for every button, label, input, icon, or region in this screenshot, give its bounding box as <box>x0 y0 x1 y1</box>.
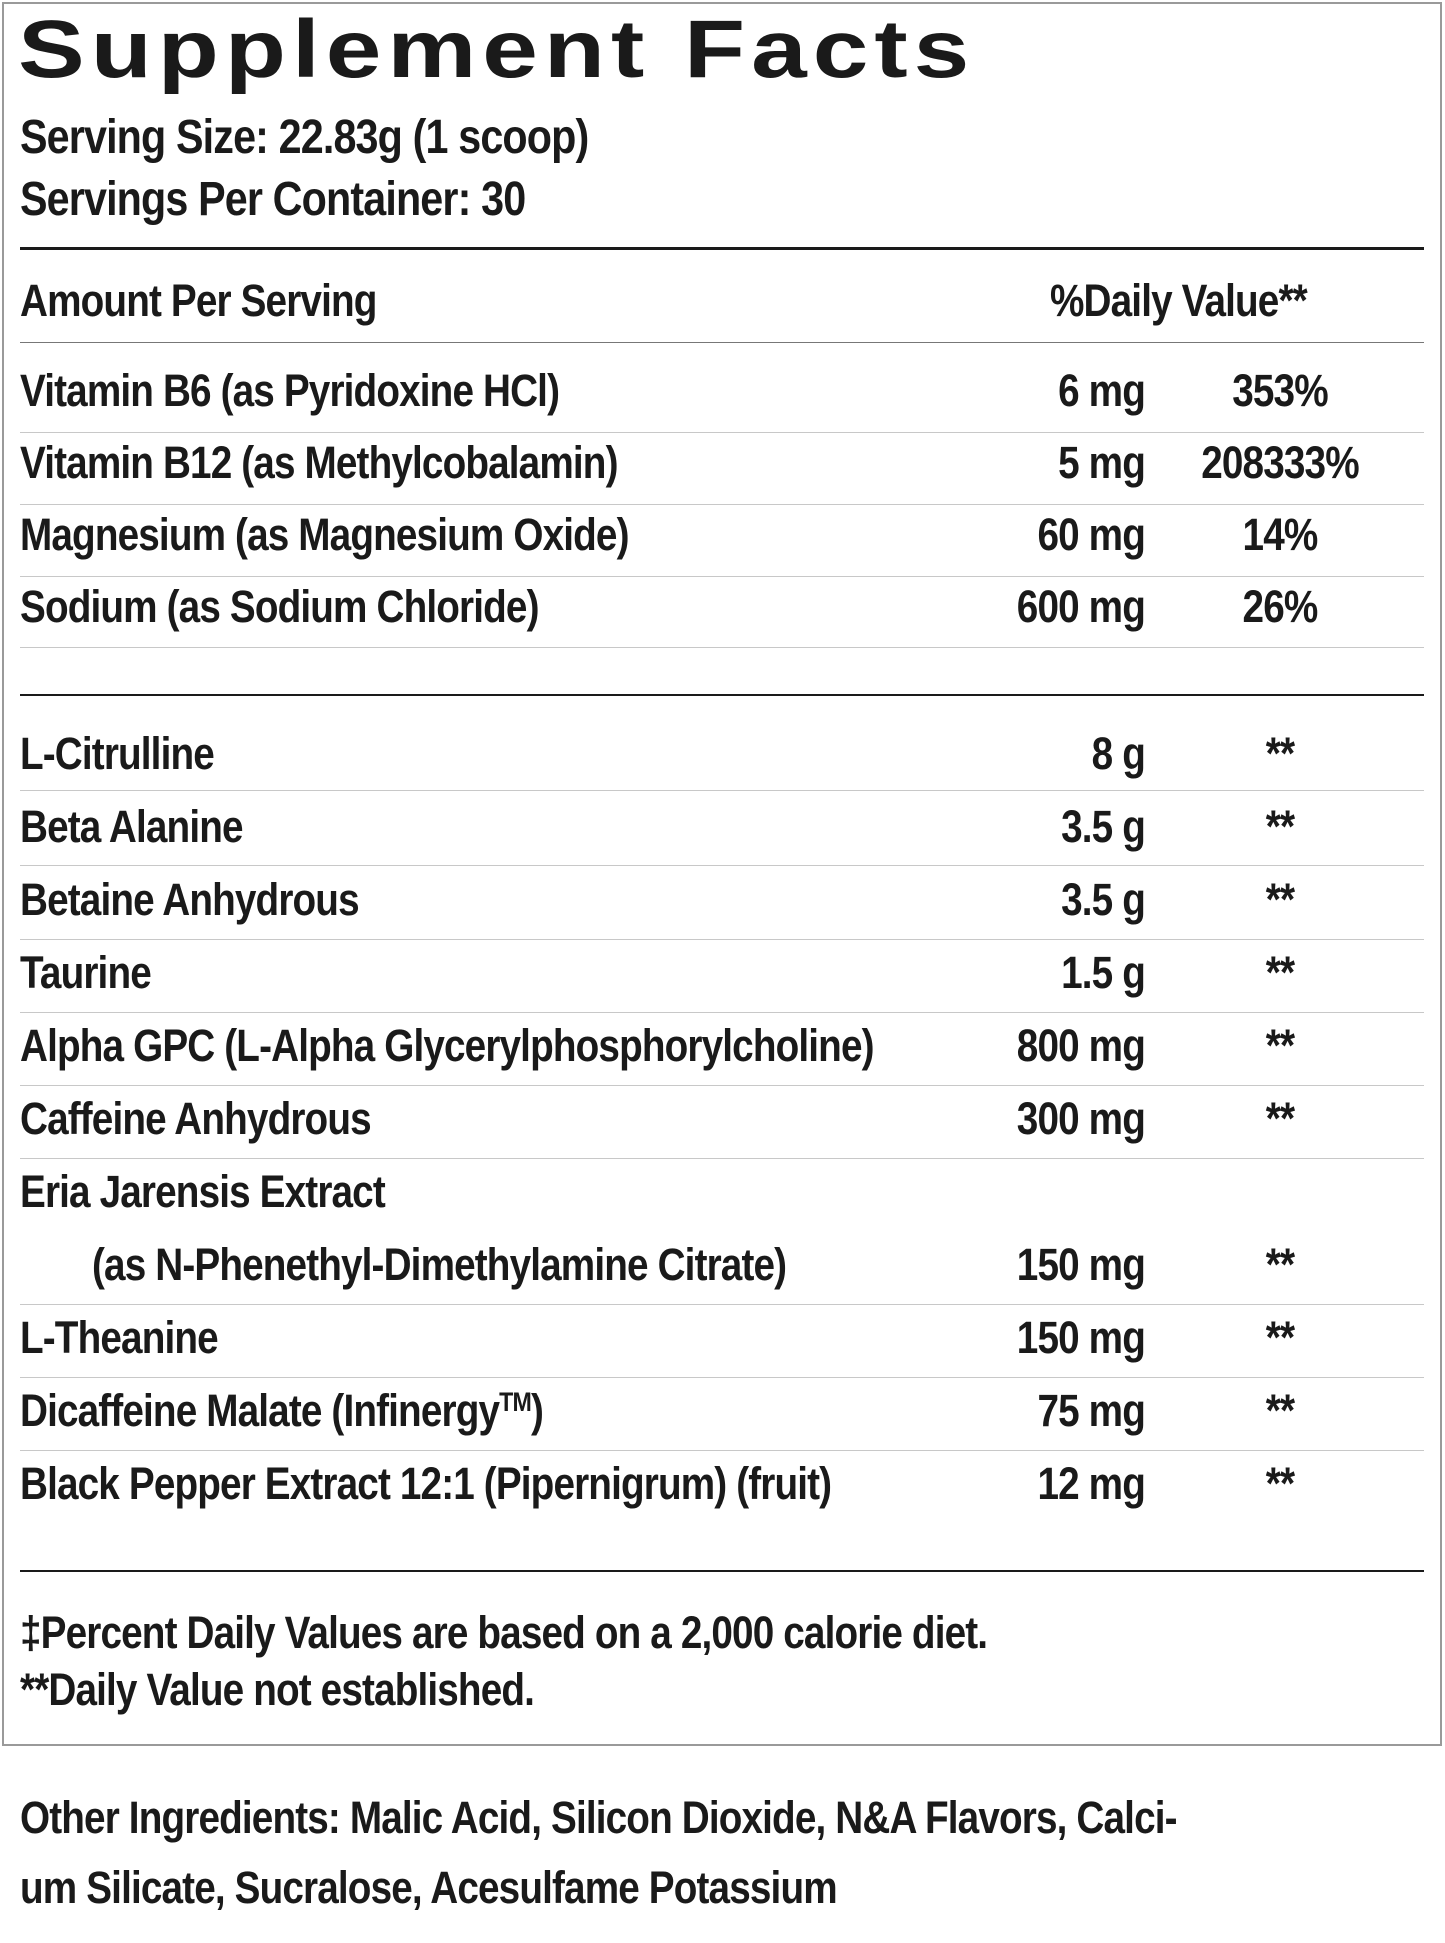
ingredient-name: Beta Alanine <box>20 801 243 852</box>
ingredient-amount: 300 mg <box>1016 1093 1145 1144</box>
ingredient-name <box>20 1385 543 1437</box>
ingredient-name: Taurine <box>20 947 151 998</box>
ingredient-amount: 150 mg <box>1016 1239 1145 1290</box>
amount-per-serving-header: Amount Per Serving <box>20 275 377 326</box>
ingredient-amount: 75 mg <box>1037 1385 1145 1436</box>
rule-section <box>20 694 1424 696</box>
ingredient-dv: ** <box>1265 1312 1295 1363</box>
row-divider <box>20 790 1424 791</box>
ingredient-dv: ** <box>1265 801 1295 852</box>
row-divider <box>20 647 1424 648</box>
nutrient-amount: 60 mg <box>1037 509 1145 560</box>
ingredient-name: Alpha GPC (L-Alpha Glycerylphosphorylcholine) <box>20 1020 874 1071</box>
row-divider <box>20 865 1424 866</box>
ingredient-amount: 3.5 g <box>1061 801 1145 852</box>
ingredient-dv: ** <box>1265 728 1295 779</box>
nutrient-amount: 5 mg <box>1058 437 1145 488</box>
ingredient-name: Caffeine Anhydrous <box>20 1093 371 1144</box>
ingredient-name: L-Theanine <box>20 1312 218 1363</box>
ingredient-name: Eria Jarensis Extract <box>20 1166 385 1217</box>
row-divider <box>20 432 1424 433</box>
ingredient-sub-name: (as N-Phenethyl-Dimethylamine Citrate) <box>92 1239 787 1290</box>
ingredient-dv: ** <box>1265 1239 1295 1290</box>
nutrient-name: Vitamin B6 (as Pyridoxine HCl) <box>20 365 560 416</box>
ingredient-dv: ** <box>1265 1020 1295 1071</box>
ingredient-dv: ** <box>1265 1458 1295 1509</box>
rule-top <box>20 247 1424 250</box>
nutrient-dv: 353% <box>1232 365 1328 416</box>
trademark-mark: TM <box>499 1387 531 1417</box>
servings-per-container: Servings Per Container: 30 <box>20 173 526 226</box>
ingredient-dv: ** <box>1265 1093 1295 1144</box>
rule-bottom <box>20 1570 1424 1572</box>
row-divider <box>20 504 1424 505</box>
row-divider <box>20 576 1424 577</box>
nutrient-name: Vitamin B12 (as Methylcobalamin) <box>20 437 618 488</box>
ingredient-amount: 1.5 g <box>1061 947 1145 998</box>
panel-title: Supplement Facts <box>18 3 976 95</box>
ingredient-amount: 12 mg <box>1037 1458 1145 1509</box>
row-divider <box>20 939 1424 940</box>
serving-size: Serving Size: 22.83g (1 scoop) <box>20 111 589 164</box>
nutrient-name: Magnesium (as Magnesium Oxide) <box>20 509 629 560</box>
nutrient-name: Sodium (as Sodium Chloride) <box>20 581 539 632</box>
row-divider <box>20 1304 1424 1305</box>
row-divider <box>20 1377 1424 1378</box>
ingredient-amount: 800 mg <box>1016 1020 1145 1071</box>
ingredient-amount: 150 mg <box>1016 1312 1145 1363</box>
other-ingredients-line-1: Other Ingredients: Malic Acid, Silicon Dioxide, N&A Flavors, Calci- <box>20 1792 1177 1843</box>
row-divider <box>20 1085 1424 1086</box>
ingredient-amount: 8 g <box>1091 728 1145 779</box>
ingredient-name-end: ) <box>530 1385 543 1436</box>
footnote-percent-dv: ‡Percent Daily Values are based on a 2,000 calorie diet. <box>20 1607 988 1658</box>
nutrient-dv: 208333% <box>1201 437 1359 488</box>
row-divider <box>20 1012 1424 1013</box>
ingredient-amount: 3.5 g <box>1061 874 1145 925</box>
rule-header <box>20 342 1424 343</box>
row-divider <box>20 1450 1424 1451</box>
nutrient-amount: 600 mg <box>1016 581 1145 632</box>
ingredient-dv: ** <box>1265 874 1295 925</box>
ingredient-name: L-Citrulline <box>20 728 214 779</box>
nutrient-dv: 14% <box>1242 509 1318 560</box>
ingredient-dv: ** <box>1265 947 1295 998</box>
ingredient-dv: ** <box>1265 1385 1295 1436</box>
nutrient-dv: 26% <box>1242 581 1318 632</box>
footnote-not-established: **Daily Value not established. <box>20 1664 535 1715</box>
row-divider <box>20 1158 1424 1159</box>
nutrient-amount: 6 mg <box>1058 365 1145 416</box>
ingredient-name: Black Pepper Extract 12:1 (Pipernigrum) (fruit) <box>20 1458 832 1509</box>
ingredient-name-text: Dicaffeine Malate (Infinergy <box>20 1385 500 1436</box>
daily-value-header: %Daily Value** <box>1050 275 1307 326</box>
other-ingredients-line-2: um Silicate, Sucralose, Acesulfame Potassium <box>20 1862 837 1913</box>
ingredient-name: Betaine Anhydrous <box>20 874 359 925</box>
